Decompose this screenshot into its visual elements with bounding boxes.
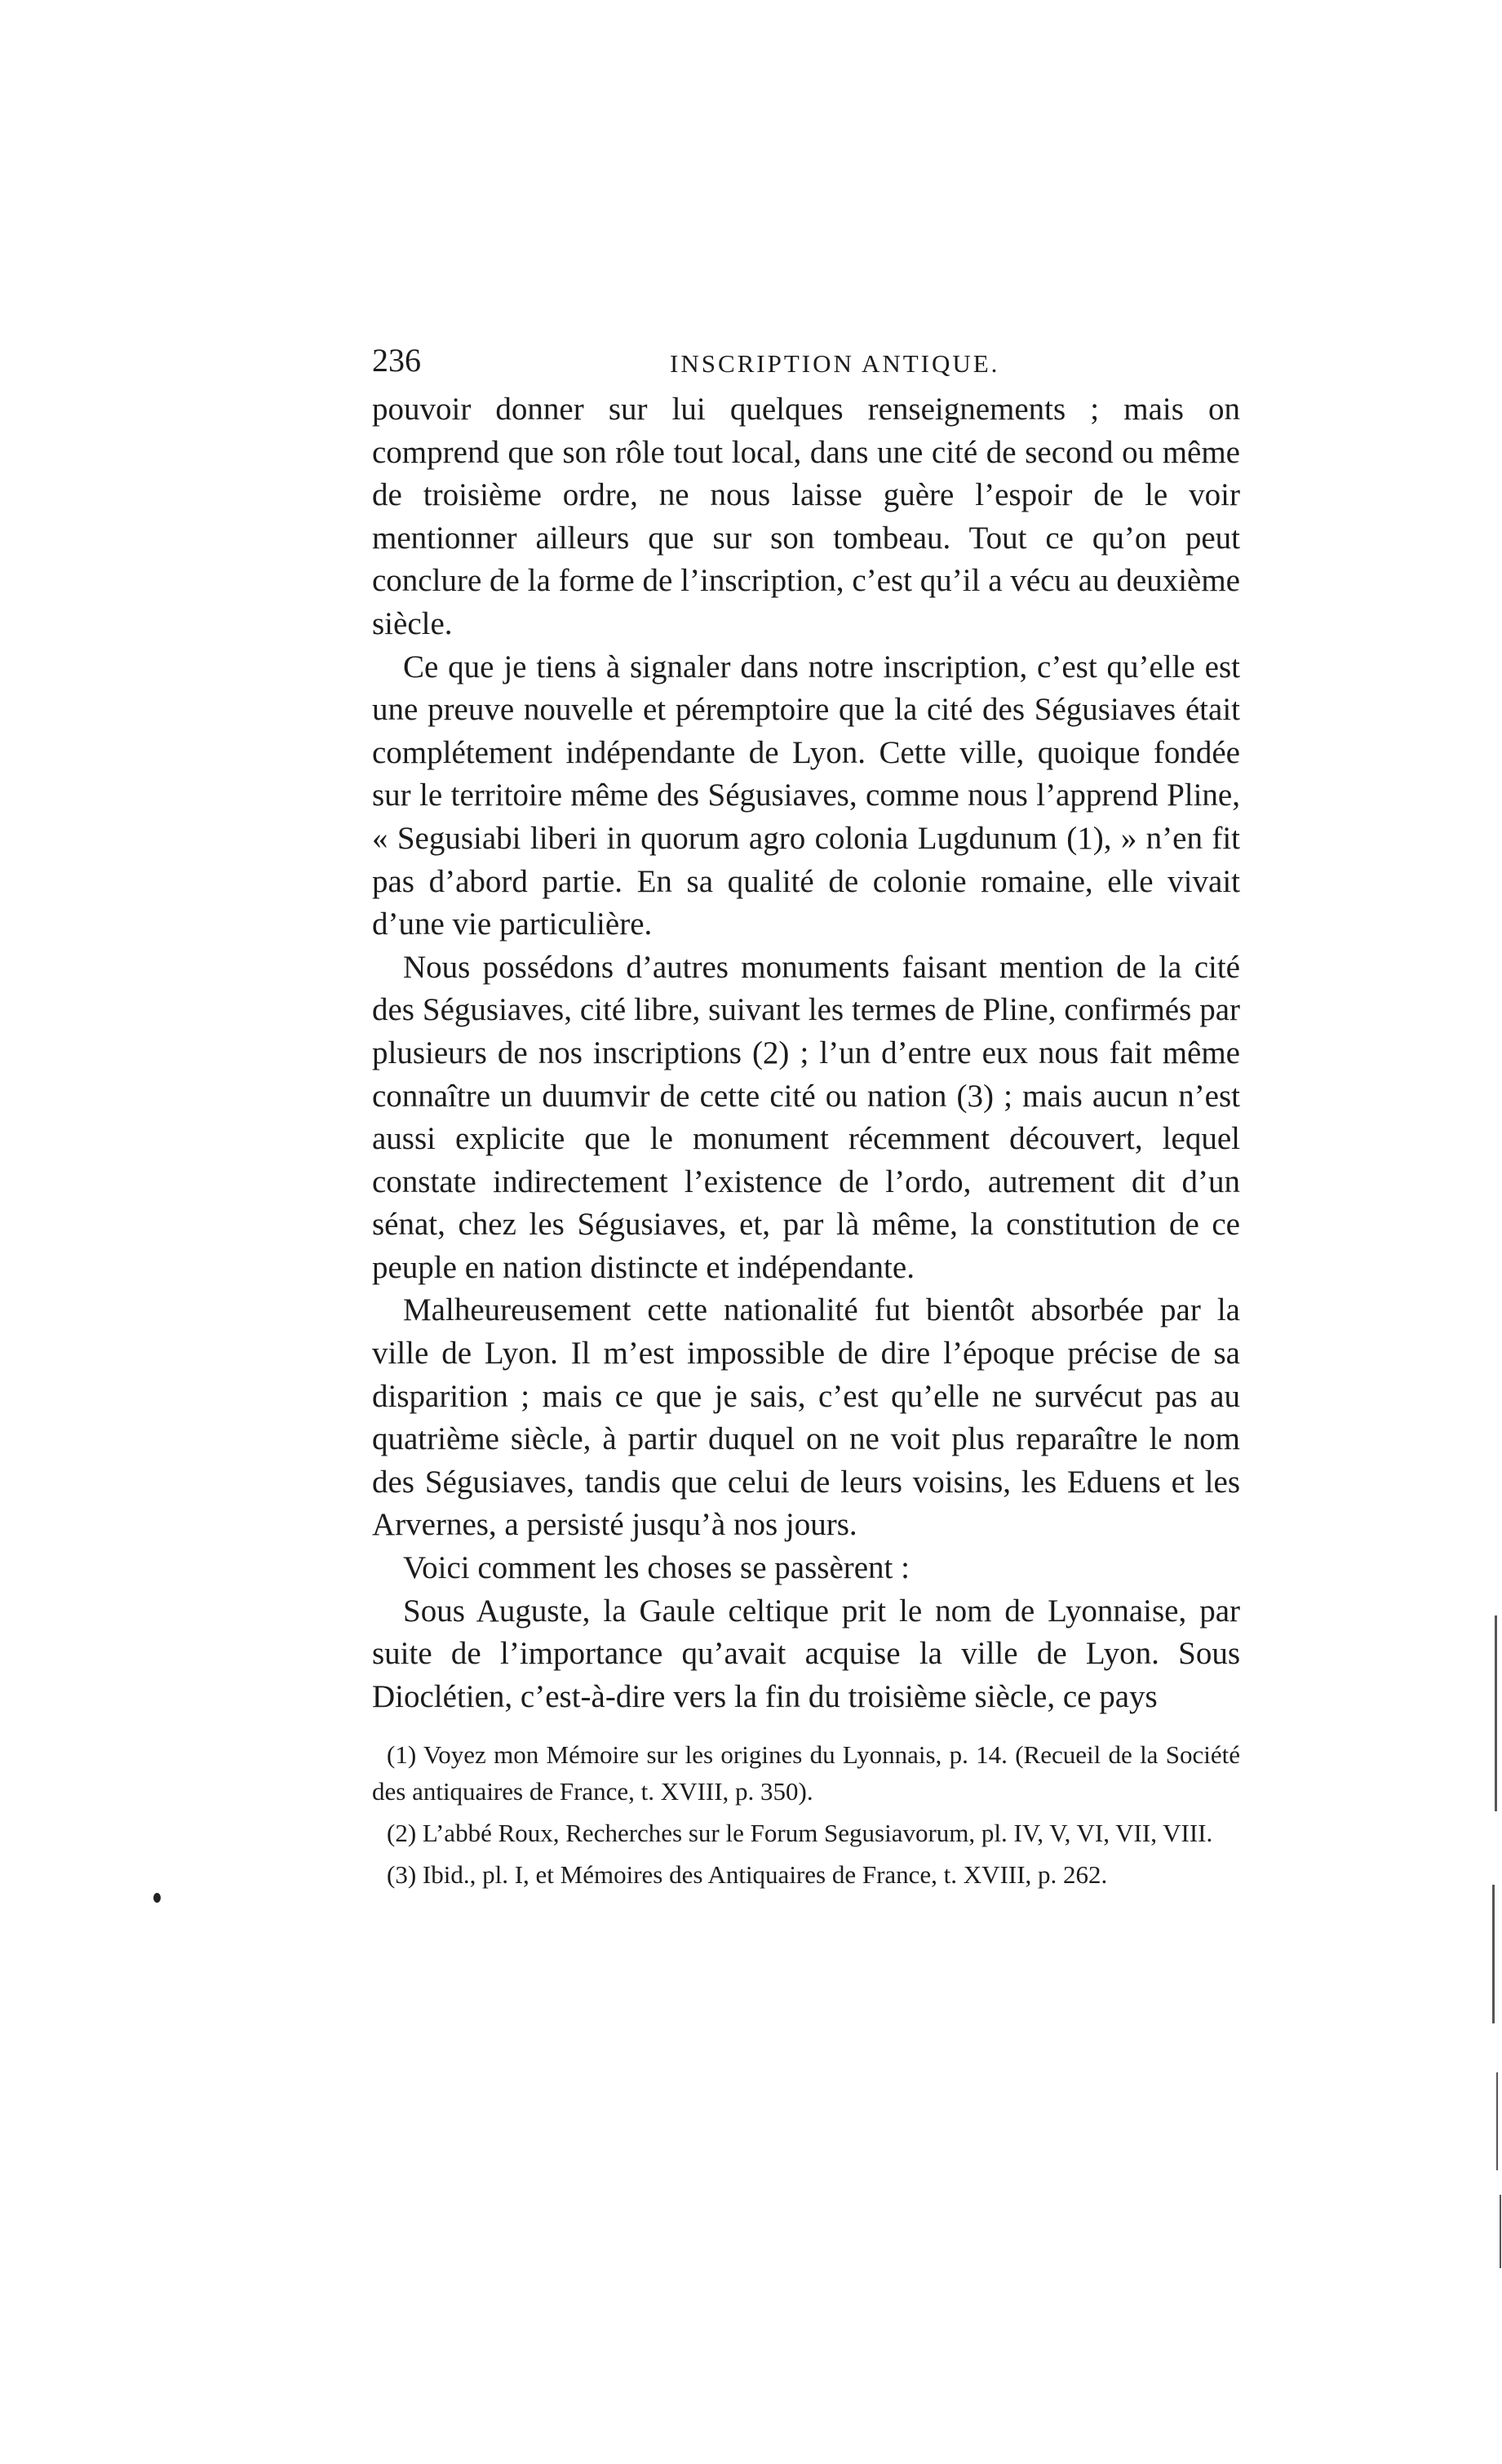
paragraph-2: Ce que je tiens à signaler dans notre inscription, c’est qu’elle est une preuve nouvelle et péremptoire que la cité des Ségusiaves était complétement indépendante de Lyon. Cette ville, quoique fondée sur le territoire même des Ségusiaves, comme nous l’apprend Pline, « Segusiabi liberi in quorum agro colonia Lugdunum (1), » n’en fit pas d’abord partie. En sa qualité de colonie romaine, elle vivait d’une vie particulière. xyxy=(372,649,1240,942)
footnote-1: (1) Voyez mon Mémoire sur les origines du Lyonnais, p. 14. (Recueil de la Société des antiquaires de France, t. XVIII, p. 350). xyxy=(372,1740,1240,1806)
scan-edge-line xyxy=(1500,2195,1501,2268)
page-number: 236 xyxy=(372,342,421,379)
footnote-2: (2) L’abbé Roux, Recherches sur le Forum Segusiavorum, pl. IV, V, VI, VII, VIII. xyxy=(387,1819,1213,1847)
body-text xyxy=(372,388,1240,1718)
scan-edge-line xyxy=(1496,2072,1498,2170)
scan-edge-line xyxy=(1492,1885,1495,2023)
scan-speck xyxy=(153,1893,161,1903)
scan-edge-line xyxy=(1495,1615,1497,1811)
paragraph-1: pouvoir donner sur lui quelques renseignements ; mais on comprend que son rôle tout local, dans une cité de second ou même de troisième ordre, ne nous laisse guère l’espoir de le voir mentionner ailleurs que sur son tombeau. Tout ce qu’on peut conclure de la forme de l’inscription, c’est qu’il a vécu au deuxième siècle. xyxy=(372,392,1240,641)
footnotes xyxy=(372,1736,1240,1898)
paragraph-6: Sous Auguste, la Gaule celtique prit le nom de Lyonnaise, par suite de l’importance qu’avait acquise la ville de Lyon. Sous Dioclétien, c’est-à-dire vers la fin du troisième siècle, ce pays xyxy=(372,1593,1240,1714)
paragraph-3: Nous possédons d’autres monuments faisant mention de la cité des Ségusiaves, cité libre, suivant les termes de Pline, confirmés par plusieurs de nos inscriptions (2) ; l’un d’entre eux nous fait même connaître un duumvir de cette cité ou nation (3) ; mais aucun n’est aussi explicite que le monument récemment découvert, lequel constate indirectement l’existence de l’ordo, autrement dit d’un sénat, chez les Ségusiaves, et, par là même, la constitution de ce peuple en nation distincte et indépendante. xyxy=(372,949,1240,1285)
paragraph-5: Voici comment les choses se passèrent : xyxy=(403,1550,910,1586)
running-head xyxy=(372,341,1240,382)
paragraph-4: Malheureusement cette nationalité fut bientôt absorbée par la ville de Lyon. Il m’est impossible de dire l’époque précise de sa disparition ; mais ce que je sais, c’est qu’elle ne survécut pas au quatrième siècle, à partir duquel on ne voit plus reparaître le nom des Ségusiaves, tandis que celui de leurs voisins, les Eduens et les Arvernes, a persisté jusqu’à nos jours. xyxy=(372,1292,1240,1543)
running-title: INSCRIPTION ANTIQUE. xyxy=(670,349,1000,378)
footnote-3: (3) Ibid., pl. I, et Mémoires des Antiquaires de France, t. XVIII, p. 262. xyxy=(387,1860,1108,1889)
